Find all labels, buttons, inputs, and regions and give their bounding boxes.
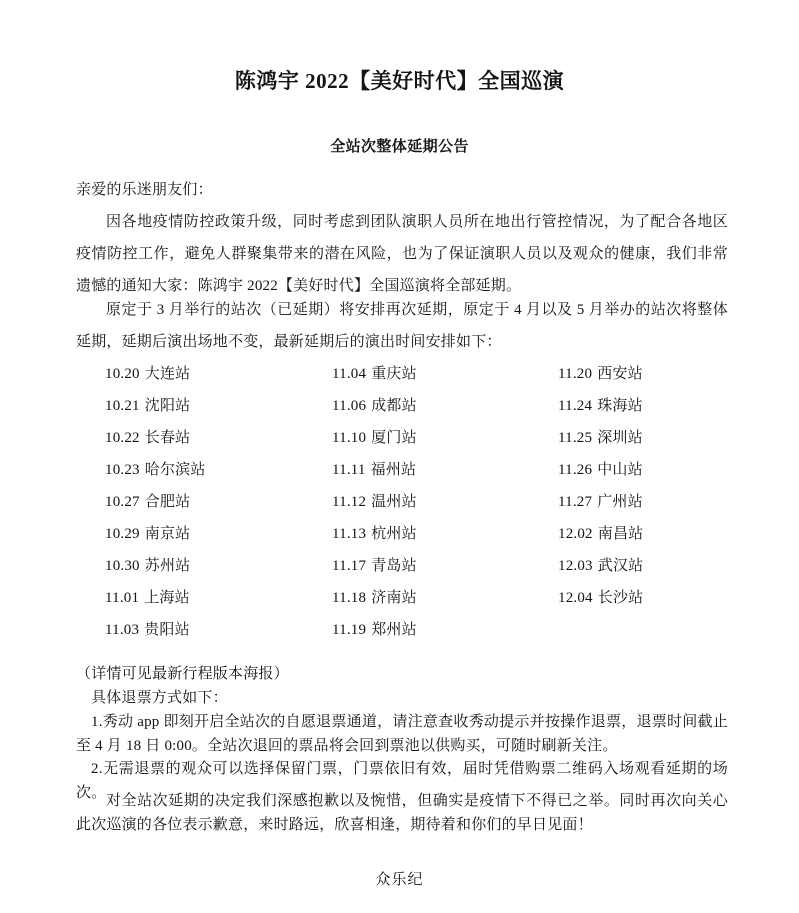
schedule-item-city: 西安站 [597,366,643,382]
schedule-item-date: 10.29 [105,526,140,542]
schedule-item [558,550,643,582]
schedule-item [558,390,643,422]
schedule-item-date: 11.24 [558,398,593,414]
schedule-item [332,358,417,390]
schedule-item-date: 11.19 [332,622,367,638]
schedule-item-date: 10.30 [105,558,140,574]
schedule-item-date: 11.11 [332,462,366,478]
schedule-item-date: 11.27 [558,494,593,510]
schedule-item-city: 大连站 [144,366,191,382]
schedule-item-city: 济南站 [371,590,417,606]
schedule-item-date: 12.02 [558,526,593,542]
schedule-item-city: 南昌站 [597,526,644,542]
schedule-item-city: 中山站 [597,462,643,478]
schedule-item-date: 12.03 [558,558,593,574]
salutation-text: 亲爱的乐迷朋友们： [76,182,213,198]
schedule-item-city: 合肥站 [144,494,191,510]
poster-note-text: （详情可见最新行程版本海报） [76,666,289,682]
schedule-item-date: 11.20 [558,366,593,382]
schedule-item-date: 11.06 [332,398,367,414]
schedule-item-date: 12.04 [558,590,593,606]
paragraph-reason-text: 因各地疫情防控政策升级，同时考虑到团队演职人员所在地出行管控情况，为了配合各地区疫情防控工作，避免人群聚集带来的潜在风险，也为了保证演职人员以及观众的健康，我们非常遗憾的通知大家：陈鸿宇 2022【美好时代】全国巡演将全部延期。 [76,214,728,294]
schedule-item-city: 武汉站 [597,558,644,574]
paragraph-closing-block [76,789,728,837]
salutation-block [76,174,728,206]
schedule-item-date: 11.25 [558,430,593,446]
schedule-item [332,422,417,454]
schedule-item [105,422,206,454]
schedule-item [332,486,417,518]
schedule-item [332,582,417,614]
schedule-item-city: 成都站 [371,398,417,414]
paragraph-reschedule-text: 原定于 3 月举行的站次（已延期）将安排再次延期，原定于 4 月以及 5 月举办的站次将整体延期，延期后演出场地不变，最新延期后的演出时间安排如下： [76,302,728,350]
schedule-item [105,550,206,582]
schedule-item-city: 温州站 [371,494,417,510]
schedule-item-city: 广州站 [597,494,643,510]
schedule-column-1 [105,358,206,646]
schedule-item-city: 长春站 [144,430,191,446]
schedule-item-city: 郑州站 [371,622,417,638]
schedule-item [105,358,206,390]
schedule-item-date: 10.27 [105,494,140,510]
schedule-item [105,390,206,422]
schedule-item [558,582,643,614]
schedule-item-city: 杭州站 [371,526,417,542]
schedule-item-date: 11.13 [332,526,367,542]
schedule-item [558,454,643,486]
schedule-column-3 [558,358,643,614]
schedule-item [558,486,643,518]
schedule-item-city: 苏州站 [144,558,191,574]
schedule-item-date: 11.04 [332,366,367,382]
schedule-item [105,614,206,646]
schedule-item [105,518,206,550]
schedule-item-date: 11.26 [558,462,593,478]
schedule-item-city: 哈尔滨站 [144,462,206,478]
schedule-item [105,582,206,614]
schedule-item-date: 11.10 [332,430,367,446]
document-subtitle: 全站次整体延期公告 [330,139,469,155]
schedule-item [105,454,206,486]
page-title: 陈鸿宇 2022【美好时代】全国巡演 [234,69,565,93]
refund-item-2-text: 2.无需退票的观众可以选择保留门票，门票依旧有效，届时凭借购票二维码入场观看延期的场次。 [76,761,728,801]
schedule-item-city: 上海站 [144,590,190,606]
schedule-item-date: 10.20 [105,366,140,382]
schedule-item-city: 贵阳站 [144,622,190,638]
schedule-item-city: 深圳站 [597,430,643,446]
schedule-item [558,518,643,550]
schedule-item [558,422,643,454]
schedule-item-city: 厦门站 [371,430,417,446]
poster-note-block [76,662,728,686]
signature: 众乐纪 [375,872,424,888]
schedule-item-city: 南京站 [144,526,191,542]
paragraph-closing-text: 对全站次延期的决定我们深感抱歉以及惋惜，但确实是疫情下不得已之举。同时再次向关心此次巡演的各位表示歉意，来时路远，欣喜相逢，期待着和你们的早日见面！ [76,793,728,833]
schedule-item [332,614,417,646]
schedule-item-date: 10.23 [105,462,140,478]
schedule-item-date: 11.03 [105,622,140,638]
schedule-item-date: 10.21 [105,398,140,414]
schedule-item-city: 福州站 [370,462,417,478]
schedule-item [332,518,417,550]
refund-item-1-text: 1.秀动 app 即刻开启全站次的自愿退票通道，请注意查收秀动提示并按操作退票，退票时间截止至 4 月 18 日 0:00。全站次退回的票品将会回到票池以供购买，可随时刷新关注。 [76,714,728,754]
schedule-item [105,486,206,518]
schedule-item-city: 长沙站 [597,590,644,606]
schedule-item-date: 11.12 [332,494,367,510]
schedule-item-city: 重庆站 [371,366,417,382]
schedule-item [332,550,417,582]
schedule-item-city: 珠海站 [597,398,643,414]
paragraph-reschedule-block [76,294,728,358]
schedule-item [558,358,643,390]
refund-item-1-block [76,710,728,758]
schedule-item [332,454,417,486]
schedule-item-city: 沈阳站 [144,398,191,414]
schedule-item-city: 青岛站 [371,558,417,574]
refund-intro-text: 具体退票方式如下： [91,690,228,706]
schedule-column-2 [332,358,417,646]
schedule-item-date: 10.22 [105,430,140,446]
schedule-item-date: 11.17 [332,558,367,574]
schedule-item-date: 11.01 [105,590,140,606]
schedule-item [332,390,417,422]
schedule-item-date: 11.18 [332,590,367,606]
refund-intro-block [76,686,728,710]
paragraph-reason-block [76,206,728,302]
